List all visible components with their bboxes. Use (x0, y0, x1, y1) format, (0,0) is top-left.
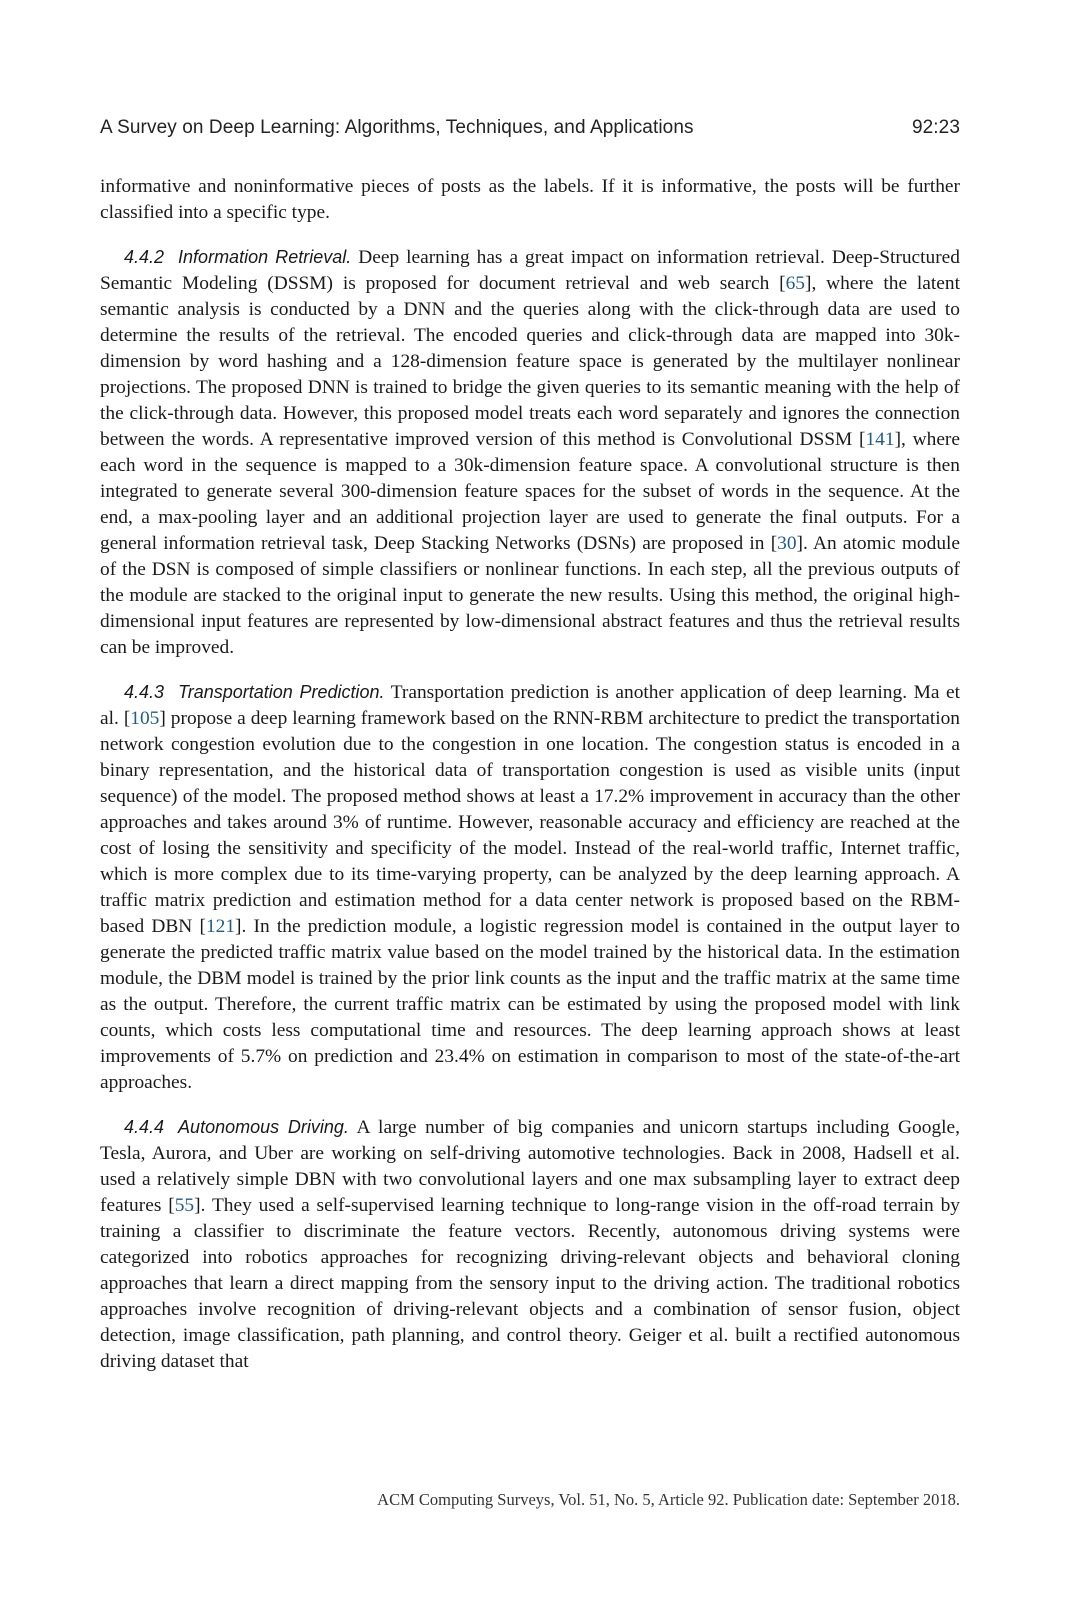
body-text (100, 174, 960, 1375)
running-header (100, 117, 960, 139)
intro-paragraph: informative and noninformative pieces of posts as the labels. If it is informative, the posts will be further classified into a specific type. (100, 176, 960, 223)
body-text-segment: . An atomic module of the DSN is composed of simple classifiers or nonlinear functions. In each step, all the previous outputs of the module are stacked to the original input to generate the new results. Using this method, the original high-dimensional input features are represented by low-dimensional abstract features and thus the retrieval results can be improved. (100, 533, 961, 658)
body-text-segment: Transportation prediction is another application of deep learning. Ma et al. (100, 682, 960, 729)
section-title: Information Retrieval. (178, 247, 352, 267)
citation-link[interactable]: 141 (865, 429, 895, 450)
section-paragraph-4-4-4: 4.4.4 Autonomous Driving. A large number of big companies and unicorn startups including Google, Tesla, Aurora, and Uber are working on self-driving automotive technologies. Back in 2008, Hadsell et al. used a relatively simple DBN with two convolutional layers and one max subsampling layer to extract deep features [55]. They used a self-supervised learning technique to long-range vision in the off-road terrain by training a classifier to discriminate the feature vectors. Recently, autonomous driving systems were categorized into robotics approaches for recognizing driving-relevant objects and behavioral cloning approaches that learn a direct mapping from the sensory input to the driving action. The traditional robotics approaches involve recognition of driving-relevant objects and a combination of sensor fusion, object detection, image classification, path planning, and control theory. Geiger et al. built a rectified autonomous driving dataset that (100, 1117, 961, 1372)
citation-link[interactable]: 55 (174, 1195, 195, 1216)
header-page-number: 92:23 (911, 117, 960, 138)
body-text-segment: propose a deep learning framework based on the RNN-RBM architecture to predict the transportation network congestion evolution due to the congestion in one location. The congestion status is encoded in a binary representation, and the historical data of transportation congestion is used as visible units (input sequence) of the model. The proposed method shows at least a 17.2% improvement in accuracy than the other approaches and takes around 3% of runtime. However, reasonable accuracy and efficiency are reached at the cost of losing the sensitivity and specificity of the model. Instead of the real-world traffic, Internet traffic, which is more complex due to its time-varying property, can be analyzed by the deep learning approach. A traffic matrix prediction and estimation method for a data center network is proposed based on the RBM-based DBN (100, 708, 960, 937)
paper-page (100, 0, 960, 1600)
section-paragraph-4-4-2: 4.4.2 Information Retrieval. Deep learning has a great impact on information retrieval. Deep-Structured Semantic Modeling (DSSM) is proposed for document retrieval and web search [65], where the latent semantic analysis is conducted by a DNN and the queries along with the click-through data are used to determine the results of the retrieval. The encoded queries and click-through data are mapped into 30k-dimension by word hashing and a 128-dimension feature space is generated by the multilayer nonlinear projections. The proposed DNN is trained to bridge the given queries to its semantic meaning with the help of the click-through data. However, this proposed model treats each word separately and ignores the connection between the words. A representative improved version of this method is Convolutional DSSM [141], where each word in the sequence is mapped to a 30k-dimension feature space. A convolutional structure is then integrated to generate several 300-dimension feature spaces for the subset of words in the sequence. At the end, a max-pooling layer and an additional projection layer are used to generate the final outputs. For a general information retrieval task, Deep Stacking Networks (DSNs) are proposed in [30]. An atomic module of the DSN is composed of simple classifiers or nonlinear functions. In each step, all the previous outputs of the module are stacked to the original input to generate the new results. Using this method, the original high-dimensional input features are represented by low-dimensional abstract features and thus the retrieval results can be improved. (100, 247, 961, 658)
section-number: 4.4.3 (124, 682, 165, 702)
body-text-segment: , where the latent semantic analysis is conducted by a DNN and the queries along with the click-through data are used to determine the results of the retrieval. The encoded queries and click-through data are mapped into 30k-dimension by word hashing and a 128-dimension feature space is generated by the multilayer nonlinear projections. The proposed DNN is trained to bridge the given queries to its semantic meaning with the help of the click-through data. However, this proposed model treats each word separately and ignores the connection between the words. A representative improved version of this method is Convolutional DSSM (100, 273, 960, 450)
citation-link[interactable]: 121 (205, 916, 236, 937)
citation-link[interactable]: 105 (130, 708, 160, 729)
section-number: 4.4.2 (124, 247, 165, 267)
section-number: 4.4.4 (124, 1117, 165, 1137)
section-title: Autonomous Driving. (178, 1117, 349, 1137)
citation-link[interactable]: 65 (785, 273, 805, 294)
body-text-segment: Deep learning has a great impact on information retrieval. Deep-Structured Semantic Modeling (DSSM) is proposed for document retrieval and web search (100, 247, 960, 294)
body-text-segment: . They used a self-supervised learning technique to long-range vision in the off-road terrain by training a classifier to discriminate the feature vectors. Recently, autonomous driving systems were categorized into robotics approaches for recognizing driving-relevant objects and behavioral cloning approaches that learn a direct mapping from the sensory input to the driving action. The traditional robotics approaches involve recognition of driving-relevant objects and a combination of sensor fusion, object detection, image classification, path planning, and control theory. Geiger et al. built a rectified autonomous driving dataset that (100, 1195, 961, 1372)
header-title: A Survey on Deep Learning: Algorithms, Techniques, and Applications (100, 117, 694, 138)
section-paragraph-4-4-3: 4.4.3 Transportation Prediction. Transportation prediction is another application of deep learning. Ma et al. [105] propose a deep learning framework based on the RNN-RBM architecture to predict the transportation network congestion evolution due to the congestion in one location. The congestion status is encoded in a binary representation, and the historical data of transportation congestion is used as visible units (input sequence) of the model. The proposed method shows at least a 17.2% improvement in accuracy than the other approaches and takes around 3% of runtime. However, reasonable accuracy and efficiency are reached at the cost of losing the sensitivity and specificity of the model. Instead of the real-world traffic, Internet traffic, which is more complex due to its time-varying property, can be analyzed by the deep learning approach. A traffic matrix prediction and estimation method for a data center network is proposed based on the RBM-based DBN [121]. In the prediction module, a logistic regression model is contained in the output layer to generate the predicted traffic matrix value based on the model trained by the historical data. In the estimation module, the DBM model is trained by the prior link counts as the input and the traffic matrix at the same time as the output. Therefore, the current traffic matrix can be estimated by using the proposed model with link counts, which costs less computational time and resources. The deep learning approach shows at least improvements of 5.7% on prediction and 23.4% on estimation in comparison to most of the state-of-the-art approaches. (100, 682, 961, 1093)
body-text-segment: . In the prediction module, a logistic regression model is contained in the output layer to generate the predicted traffic matrix value based on the model trained by the historical data. In the estimation module, the DBM model is trained by the prior link counts as the input and the traffic matrix at the same time as the output. Therefore, the current traffic matrix can be estimated by using the proposed model with link counts, which costs less computational time and resources. The deep learning approach shows at least improvements of 5.7% on prediction and 23.4% on estimation in comparison to most of the state-of-the-art approaches. (100, 916, 961, 1093)
running-footer: ACM Computing Surveys, Vol. 51, No. 5, Article 92. Publication date: September 2018. (377, 1490, 960, 1509)
section-title: Transportation Prediction. (178, 682, 385, 702)
citation-link[interactable]: 30 (777, 533, 797, 554)
sections-container (100, 244, 960, 1375)
body-text-segment: A large number of big companies and unicorn startups including Google, Tesla, Aurora, and Uber are working on self-driving automotive technologies. Back in 2008, Hadsell et al. used a relatively simple DBN with two convolutional layers and one max subsampling layer to extract deep features (100, 1117, 960, 1216)
body-text-segment: , where each word in the sequence is mapped to a 30k-dimension feature space. A convolutional structure is then integrated to generate several 300-dimension feature spaces for the subset of words in the sequence. At the end, a max-pooling layer and an additional projection layer are used to generate the final outputs. For a general information retrieval task, Deep Stacking Networks (DSNs) are proposed in (100, 429, 960, 554)
